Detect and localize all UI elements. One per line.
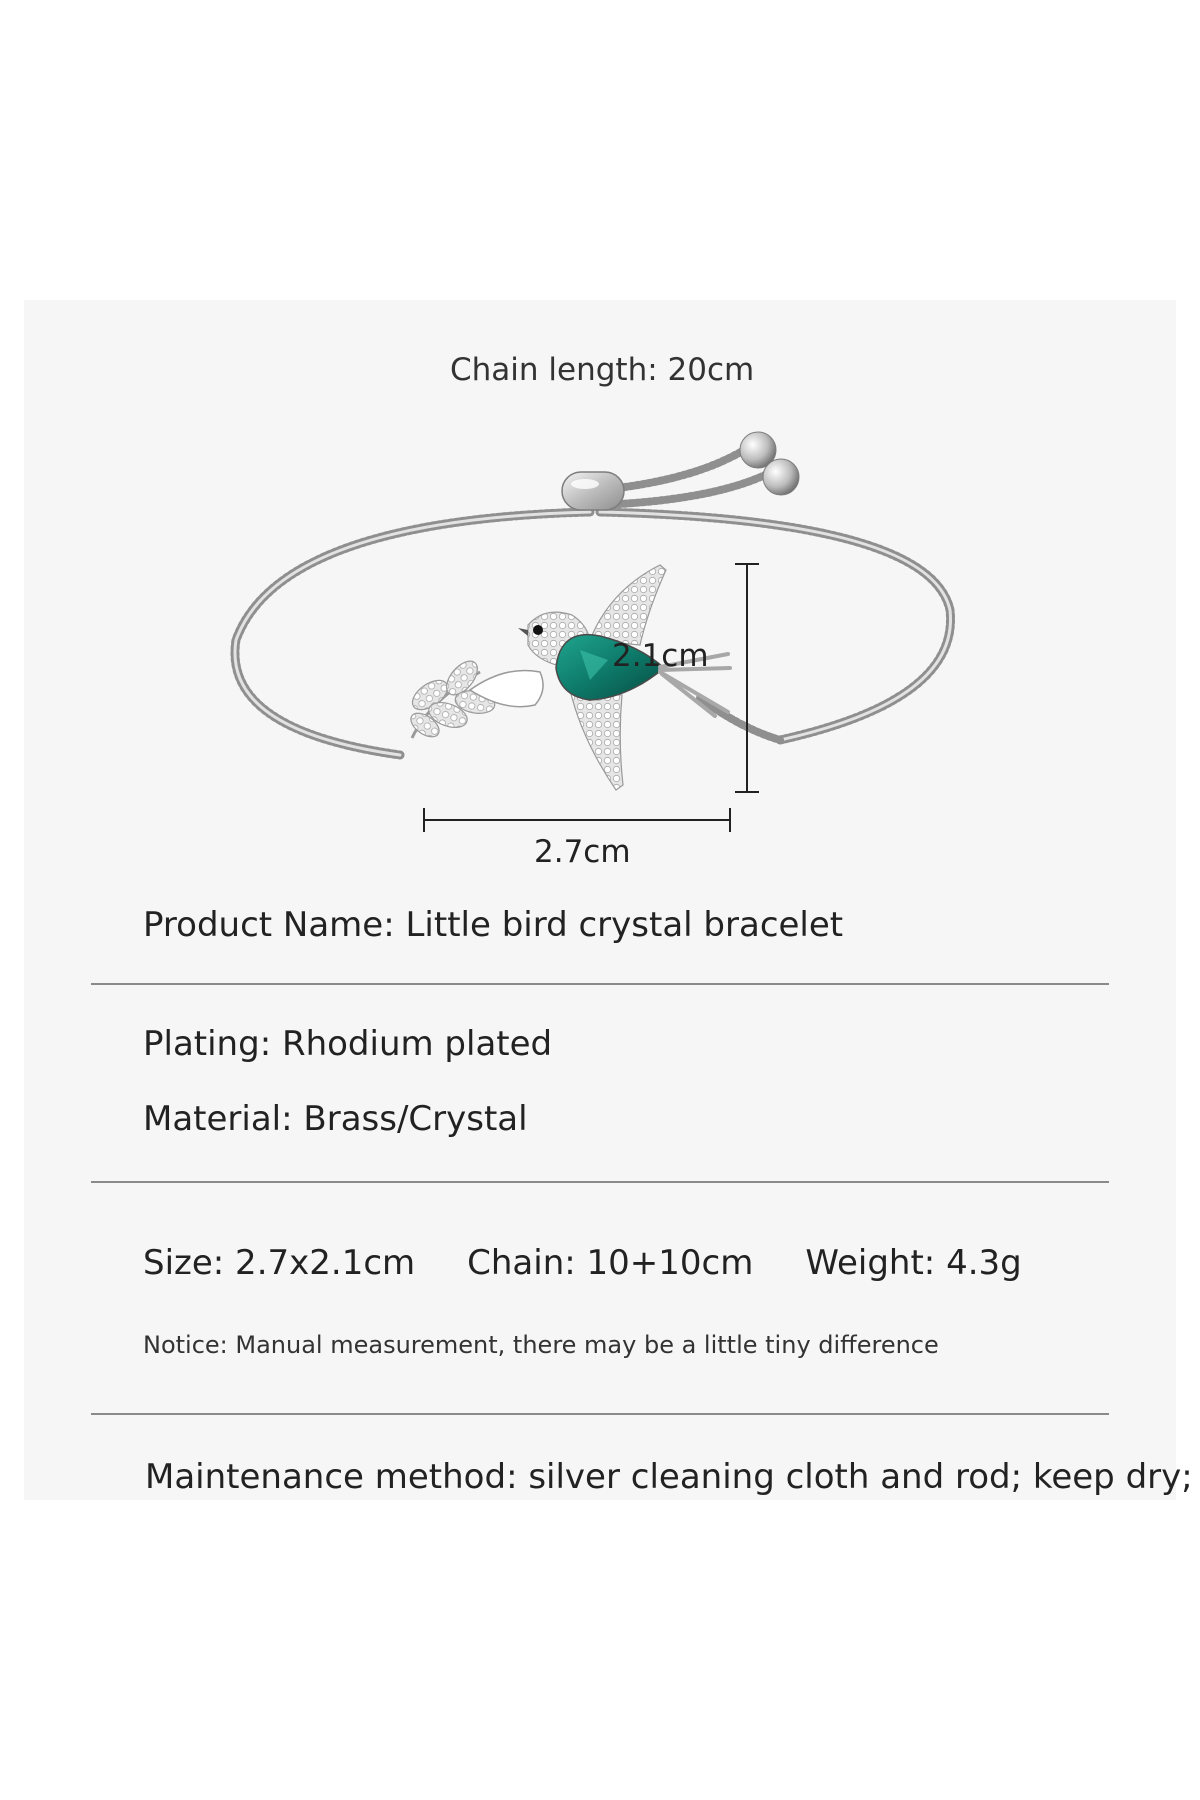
height-dimension-label: 2.1cm bbox=[612, 638, 709, 674]
size-chain-weight-row bbox=[143, 1243, 1022, 1283]
measurement-notice: Notice: Manual measurement, there may be a little tiny difference bbox=[143, 1331, 939, 1359]
leaf-branch-charm bbox=[407, 656, 543, 742]
divider bbox=[91, 1413, 1109, 1415]
width-dimension-line bbox=[424, 808, 730, 832]
height-dimension-line bbox=[735, 564, 759, 792]
product-name: Product Name: Little bird crystal bracelet bbox=[143, 905, 844, 945]
bird-charm bbox=[518, 565, 730, 790]
plating-spec: Plating: Rhodium plated bbox=[143, 1024, 553, 1064]
divider bbox=[91, 1181, 1109, 1183]
divider bbox=[91, 983, 1109, 985]
chain-length-label: Chain length: 20cm bbox=[450, 352, 755, 388]
width-dimension-label: 2.7cm bbox=[534, 834, 631, 870]
slider-clasp bbox=[562, 472, 624, 510]
size-spec: Size: 2.7x2.1cm bbox=[143, 1243, 416, 1283]
weight-spec: Weight: 4.3g bbox=[805, 1243, 1022, 1283]
maintenance-method: Maintenance method: silver cleaning cloth and rod; keep dry; bbox=[145, 1457, 1193, 1497]
chain-spec: Chain: 10+10cm bbox=[467, 1243, 754, 1283]
material-spec: Material: Brass/Crystal bbox=[143, 1099, 528, 1139]
